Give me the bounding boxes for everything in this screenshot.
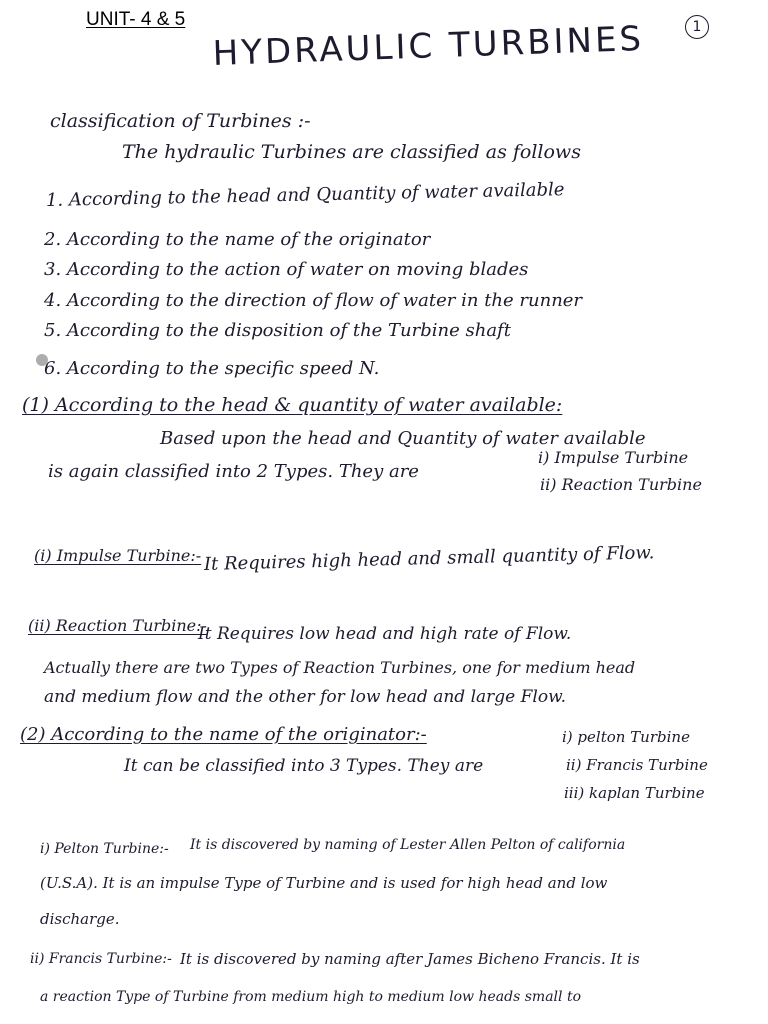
classification-item-3: 3. According to the action of water on moving blades: [44, 259, 529, 280]
francis-line-2: a reaction Type of Turbine from medium high to medium low heads small to: [40, 989, 581, 1005]
section-2-option-1: i) pelton Turbine: [562, 728, 690, 746]
unit-title: UNIT- 4 & 5: [86, 9, 186, 30]
section-2-line-1: It can be classified into 3 Types. They are: [124, 756, 484, 776]
section-2-option-2: ii) Francis Turbine: [566, 756, 708, 774]
classification-item-6: 6. According to the specific speed N.: [44, 358, 380, 379]
impulse-text: It Requires high head and small quantity of Flow.: [203, 542, 655, 575]
pelton-line-1: It is discovered by naming of Lester Allen Pelton of california: [190, 837, 626, 853]
reaction-text: It Requires low head and high rate of Flow.: [198, 624, 572, 644]
section-2-option-3: iii) kaplan Turbine: [564, 784, 705, 802]
section-2-heading: (2) According to the name of the originator:-: [20, 724, 427, 745]
reaction-line-2: and medium flow and the other for low head and large Flow.: [44, 687, 567, 707]
classification-heading: classification of Turbines :-: [50, 110, 311, 132]
section-1-heading: (1) According to the head & quantity of water available:: [22, 394, 563, 416]
classification-intro: The hydraulic Turbines are classified as follows: [122, 141, 581, 163]
pelton-line-2: (U.S.A). It is an impulse Type of Turbine and is used for high head and low: [40, 874, 608, 892]
section-1-line-1: Based upon the head and Quantity of water available: [160, 428, 646, 449]
reaction-heading: (ii) Reaction Turbine:-: [28, 616, 207, 635]
classification-item-4: 4. According to the direction of flow of water in the runner: [44, 290, 583, 311]
classification-item-2: 2. According to the name of the originator: [44, 229, 431, 250]
impulse-heading: (i) Impulse Turbine:-: [34, 546, 202, 565]
classification-item-5: 5. According to the disposition of the Turbine shaft: [44, 320, 511, 341]
reaction-line-1: Actually there are two Types of Reaction Turbines, one for medium head: [44, 658, 636, 677]
section-1-line-2: is again classified into 2 Types. They are: [48, 461, 419, 482]
francis-heading: ii) Francis Turbine:-: [30, 951, 172, 967]
francis-line-1: It is discovered by naming after James Bicheno Francis. It is: [180, 950, 640, 968]
classification-item-1: 1. According to the head and Quantity of water available: [45, 179, 565, 211]
page-heading: HYDRAULIC TURBINES: [212, 18, 645, 74]
section-1-option-1: i) Impulse Turbine: [538, 448, 689, 467]
section-1-option-2: ii) Reaction Turbine: [540, 475, 702, 494]
pelton-heading: i) Pelton Turbine:-: [40, 841, 169, 857]
pelton-line-3: discharge.: [40, 910, 120, 928]
page-number-circle: 1: [685, 15, 709, 39]
